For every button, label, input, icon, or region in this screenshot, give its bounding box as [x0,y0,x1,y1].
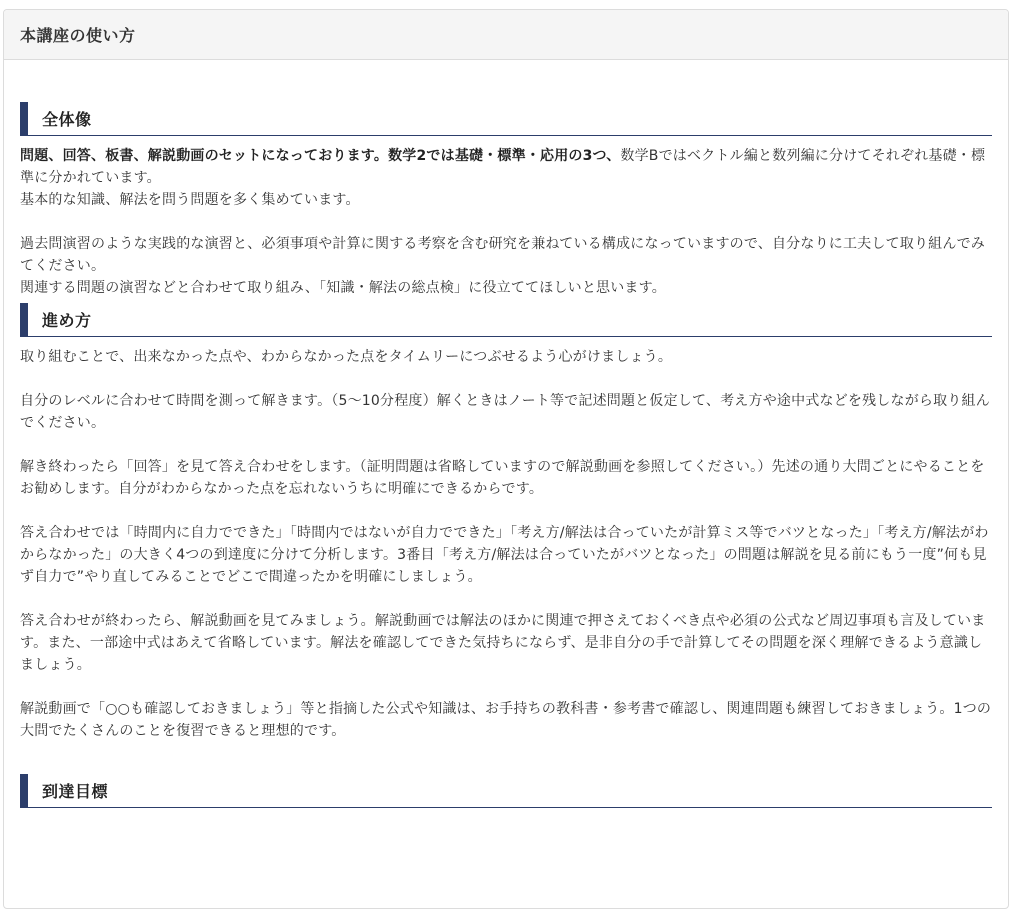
section-heading-overview [20,102,992,136]
method-paragraph-6: 解説動画で「○○も確認しておきましょう」等と指摘した公式や知識は、お手持ちの教科書・参考書で確認し、関連問題も練習しておきましょう。1つの大問でたくさんのことを復習できると理想的です。 [20,701,992,739]
panel-body [4,60,1008,808]
section-heading-goals [20,774,992,808]
usage-panel [3,9,1009,909]
section-title-goals: 到達目標 [42,782,109,801]
method-paragraph-3: 解き終わったら「回答」を見て答え合わせをします。（証明問題は省略していますので解説動画を参照してください。）先述の通り大問ごとにやることをお勧めします。自分がわからなかった点を忘れないうちに明確にできるからです。 [20,459,985,497]
panel-header [4,10,1008,60]
panel-title: 本講座の使い方 [20,26,136,45]
section-title-overview: 全体像 [42,110,92,129]
method-paragraph-2: 自分のレベルに合わせて時間を測って解きます。（5〜10分程度）解くときはノート等で記述問題と仮定して、考え方や途中式などを残しながら取り組んでください。 [20,393,990,431]
overview-paragraph-2: 基本的な知識、解法を問う問題を多く集めています。 [20,192,360,208]
method-paragraph-5: 答え合わせが終わったら、解説動画を見てみましょう。解説動画では解法のほかに関連で押さえておくべき点や必須の公式など周辺事項も言及しています。また、一部途中式はあえて省略しています。解法を確認してできた気持ちにならず、是非自分の手で計算してその問題を深く理解できるよう意識しましょう。 [20,613,986,673]
section-title-method: 進め方 [42,311,92,330]
heading-accent-bar [20,303,28,336]
overview-bold-text: 問題、回答、板書、解説動画のセットになっております。数学2では基礎・標準・応用の3つ、 [20,148,621,164]
heading-accent-bar [20,102,28,135]
overview-paragraph-1 [20,145,992,189]
method-paragraph-4: 答え合わせでは「時間内に自力でできた」「時間内ではないが自力でできた」「考え方/解法は合っていたが計算ミス等でバツとなった」「考え方/解法がわからなかった」の大きく4つの到達度に分けて分析します。3番目「考え方/解法は合っていたがバツとなった」の問題は解説を見る前にもう一度”何も見ず自力で”やり直してみることでどこで間違ったかを明確にしましょう。 [20,525,989,585]
overview-paragraph-3: 過去問演習のような実践的な演習と、必須事項や計算に関する考察を含む研究を兼ねている構成になっていますので、自分なりに工夫して取り組んでみてください。 [20,236,985,274]
method-paragraph-1: 取り組むことで、出来なかった点や、わからなかった点をタイムリーにつぶせるよう心がけましょう。 [20,349,673,365]
section-heading-method [20,303,992,337]
overview-rest-text: 数学Bではベクトル編と数列編に分けてそれぞれ基礎・標準に分かれています。 [20,148,986,186]
heading-accent-bar [20,774,28,807]
overview-paragraph-4: 関連する問題の演習などと合わせて取り組み、「知識・解法の総点検」に役立ててほしいと思います。 [20,280,666,296]
